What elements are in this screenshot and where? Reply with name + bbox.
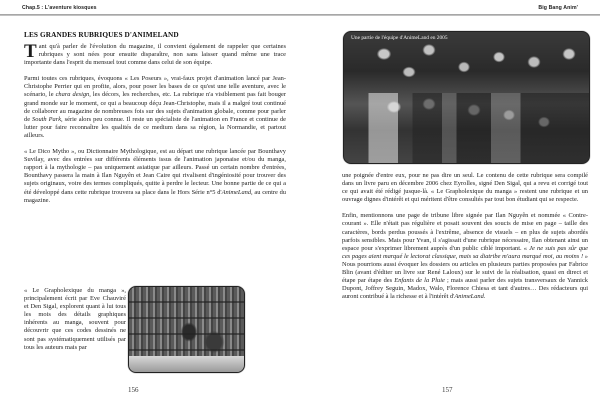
paragraph-grapholexique-cont: une poignée d'entre eux, pour ne pas dire un seul. Le contenu de cette rubrique sera compilé dans un livre paru en décembre 2006 chez Eyrolles, signé Den Sigal, qui a revu et corrigé tout ce qui avait été rédigé jusque-là. « Le Grapholexique du manga » restent une rubrique et un ouvrage dignes d'intérêt et qui méritent d'être consultés par tout bon étudiant qui se respecte. — [342, 172, 588, 204]
bookshop-photo — [128, 286, 245, 373]
running-head-right: Big Bang Anim' — [538, 5, 578, 11]
paragraph-dico-mytho: « Le Dico Mytho », ou Dictionnaire Mythologique, est au départ une rubrique lancée par Bounthavy Suvilay, avec des entrées sur différents éléments issus de l'animation japonaise et/ou du manga, rapport à la mythologie – pas uniquement asiatique par ailleurs. Passé un certain nombre d'entrées, Bounthavy passera la main à Ilan Nguyên et Jean Caire qui rivalisent d'ingéniosité pour trouver des sujets originaux, voire des termes compliqués, quitte à perdre le lecteur. Une bonne partie de ce qui a été développé dans cette rubrique trouvera sa place dans le Hors Série n°5 d'AnimeLand, au centre du magazine. — [24, 148, 287, 204]
header-rule-right — [300, 14, 600, 16]
page-number-left: 156 — [128, 386, 139, 394]
paragraph-intro: Tant qu'à parler de l'évolution du magazine, il convient également de rappeler que certaines rubriques y sont nées pour ensuite disparaître, non sans laisser quand même une trace importante dans l'esprit du mensuel tout comme dans celui de son équipe. — [24, 41, 286, 67]
drop-cap: T — [24, 41, 37, 62]
left-body-text — [24, 43, 286, 213]
page-number-right: 157 — [442, 386, 453, 394]
photo-caption: Une partie de l'équipe d'AnimeLand en 2005 — [351, 35, 448, 41]
paragraph-grapholexique: « Le Grapholexique du manga », principalement écrit par Eve Chauviré et Den Sigal, explorent quant à lui tous les mois des détails graphiques inhérents au manga, souvent pour découvrir que ces codes dessinés ne sont pas systématiquement utilisés par tous les auteurs mais par — [24, 287, 126, 351]
header-rule-left — [0, 14, 300, 16]
paragraph-poseurs: Parmi toutes ces rubriques, évoquons « Les Poseurs », vrai-faux projet d'animation lancé par Jean-Christophe Perrier qui en profite, alors, pour poser les bases de ce qu'est une telle aventure, avec le scénario, le chara design, les décors, les recherches, etc. La rubrique n'a visiblement pas fait bouger grand monde sur le moment, ce qui a beaucoup déçu Jean-Christophe, mais il a malgré tout continué de collaborer au magazine de nombreuses fois sur des sujets d'animation globale, comme pour parler de South Park, série alors peu connue. Il reste un spécialiste de l'animation en France et continue de lutter pour faire reconnaître les qualités de ce medium dans sa région, la Normandie, et partout ailleurs. — [24, 75, 286, 139]
running-head-left: Chap.5 : L'aventure kiosques — [22, 5, 97, 11]
team-photo — [343, 31, 590, 164]
right-body-text — [342, 172, 588, 309]
left-column-text — [24, 287, 126, 360]
section-title: LES GRANDES RUBRIQUES D'ANIMELAND — [24, 30, 179, 39]
right-page — [300, 0, 600, 403]
paragraph-contre-courant: Enfin, mentionnons une page de tribune libre signée par Ilan Nguyên et nommée « Contre-courant ». Elle n'était pas régulière et posait souvent des soucis de mise en page – taille des caractères, bords perdus poussés à l'extrême, absence de visuels – en plus de sujets abordés parfois sensibles. Mais pour Yvan, il s'agissait d'une rubrique nécessaire, Ilan obtenant ainsi un espace pour s'exprimer librement auprès d'un public ciblé important. « Je ne suis pas sûr que ces pages aient marqué le lectorat classique, mais sa diatribe m'aura marqué moi, au moins ! » Nous pourrions aussi évoquer les dossiers ou articles en plusieurs parties proposées par Fabrice Blin (avant d'éditer un livre sur René Laloux) sur le suivi de la réalisation, quasi en direct et étape par étape des Enfants de la Pluie ; mais aussi parler des sujets transversaux de Yannick Dupont, Joffrey Seguin, Madox, Walo, Florence Chiesa et tant d'autres… Des rédacteurs qui auront contribué à la richesse et à l'intérêt d'AnimeLand. — [342, 212, 588, 301]
